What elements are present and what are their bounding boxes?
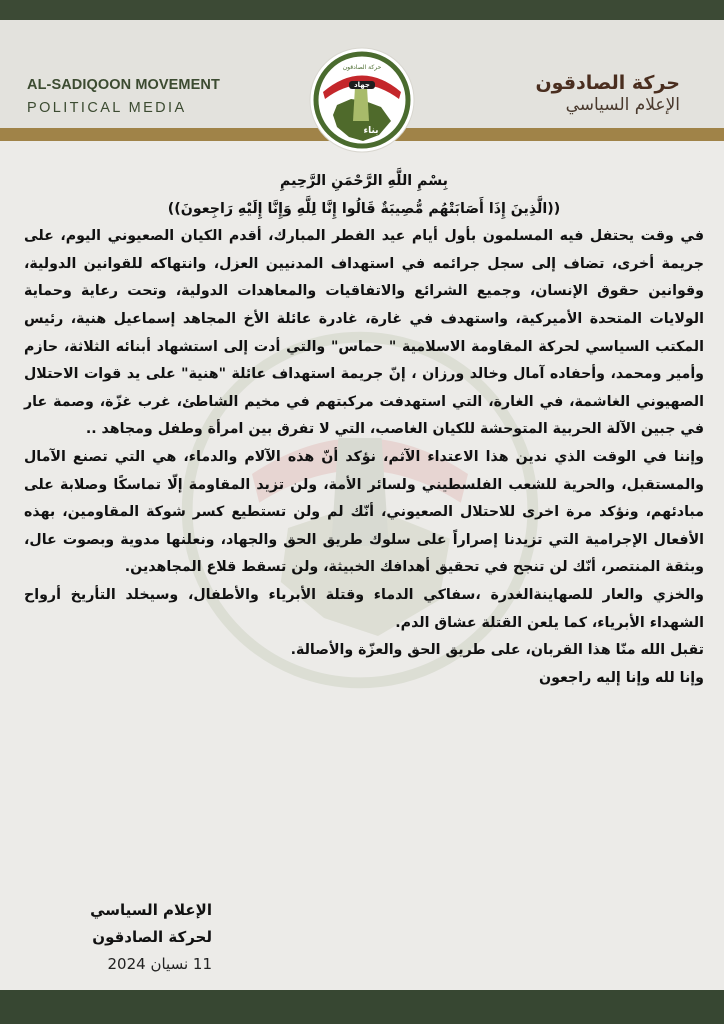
signature-line-2: لحركة الصادقون [92,928,212,946]
statement-paragraph-1: في وقت يحتفل فيه المسلمون بأول أيام عيد الفطر المبارك، أقدم الكيان الصعيوني اليوم، على جريمة أخرى، تضاف إلى سجل جرائمه في استهداف المدنيين العزل، وانتهاكه للقوانين الدولية، وقوانين حقوق الإنسان، وجميع الشرائع والاتفاقيات والمعاهدات الدولية، وتحت رعاية وحماية الولايات المتحدة الأميركية، واستهدف في غارة، غادرة عائلة الأخ المجاهد إسماعيل هنية، رئيس المكتب السياسي لحركة المقاومة الاسلامية " حماس" والتي أدت إلى استشهاد أبنائه الثلاثة، حازم وأمير ومحمد، وأحفاده آمال وخالد ورزان ، إنّ جريمة استهداف عائلة "هنية" على يد قوات الاحتلال الصهيوني الغاشمة، في الغارة، التي استهدفت مركبتهم في مخيم الشاطئ، غرب غزّة، وصمة عار في جبين الآلة الحربية المتوحشة للكيان الغاصب، التي لا تفرق بين امرأة وطفل ومجاهد .. [24,228,704,438]
statement-paragraph-2: وإننا في الوقت الذي ندين هذا الاعتداء الآثم، نؤكد أنّ هذه الآلام والدماء، هي التي تصنع الآمال والمستقبل، والحرية للشعب الفلسطيني ولسائر الأمة، ولن تزيد المقاومة إلّا تماسكًا وصلابة على مبادئهم، ونؤكد مرة اخرى للاحتلال الصعيوني، أنّك لم ولن تستطيع كسر شوكة المقاومين، بهذه الأفعال الإجرامية التي تزيدنا إصراراً على سلوك طريق الحق والجهاد، ونعلنها مدوية وبصوت عال، وبثقة المنتصر، أنّك لن تنجح في تحقيق أهدافك الخبيثة، ولن تسقط قلاع المجاهدين. [24,448,704,576]
logo-band-text: جهاد [354,81,370,89]
logo-bottom-text: بناء [363,126,379,136]
top-bar [0,0,724,20]
header-english-title: AL-SADIQOON MOVEMENT [27,77,220,93]
statement-paragraph-4: تقبل الله منّا هذا القربان، على طريق الحق والعزّة والأصالة. [290,642,704,659]
basmala: بِسْمِ اللَّهِ الرَّحْمَنِ الرَّحِيمِ [280,173,448,189]
signature-date: 11 نسيان 2024 [107,955,212,973]
header-english-subtitle: POLITICAL MEDIA [27,100,187,116]
footer-band [0,990,724,1024]
signature-block [52,897,212,978]
header-arabic-title: حركة الصادقون [535,72,680,94]
signature-line-1: الإعلام السياسي [90,901,212,919]
quran-verse: ((الَّذِينَ إِذَا أَصَابَتْهُم مُّصِيبَةٌ قَالُوا إِنَّا لِلَّهِ وَإِنَّا إِلَيْهِ رَاجِعونَ)) [167,200,561,217]
statement-paragraph-5: وإنا لله وإنا إليه راجعون [538,669,704,686]
statement-paragraph-3: والخزي والعار للصهاينةالغدرة ،سفاكي الدماء وقتلة الأبرياء والأطفال، وسيخلد التأريخ أرواح الشهداء الأبرياء، كما يلعن القتلة عشاق الدم. [24,586,704,631]
header-arabic-subtitle: الإعلام السياسي [565,95,680,115]
movement-logo-emblem [309,47,415,153]
logo-top-text: حركة الصادقون [342,64,382,71]
statement-body [24,168,704,692]
